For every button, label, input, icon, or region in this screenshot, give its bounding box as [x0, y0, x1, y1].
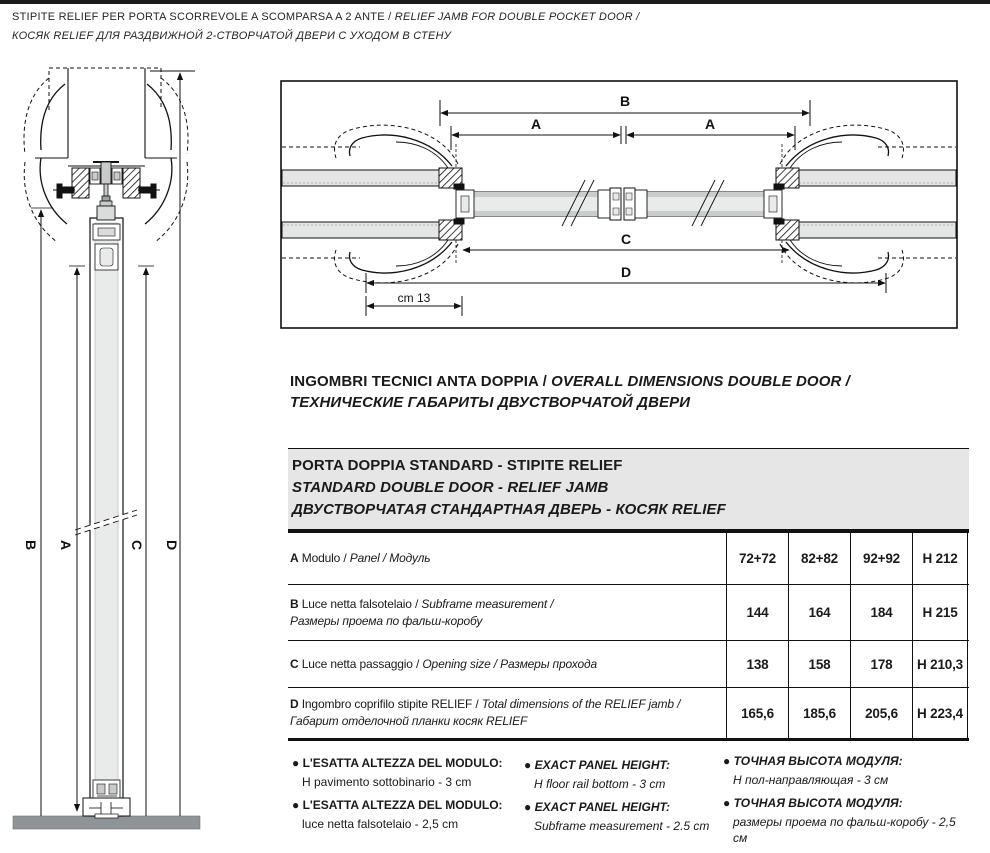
table-rows — [288, 533, 969, 741]
row-a-value-3: 92+92 — [850, 533, 912, 584]
section-heading-english: OVERALL DIMENSIONS DOUBLE DOOR / — [551, 373, 850, 390]
row-a-text-en: Panel / — [349, 551, 390, 565]
dim-label-d-plan: D — [620, 264, 632, 280]
row-b-letter: B — [290, 596, 299, 611]
row-c-value-height: H 210,3 — [912, 641, 968, 687]
note-item — [524, 799, 722, 834]
dim-label-b-vertical: B — [23, 539, 39, 551]
row-d-letter: D — [290, 697, 299, 711]
table-row-b — [288, 584, 969, 640]
row-b-text-it: Luce netta falsotelaio / — [301, 596, 422, 611]
note-text: H pavimento sottobinario - 3 cm — [302, 775, 472, 789]
note-title: ТОЧНАЯ ВЫСОТА МОДУЛЯ: — [733, 754, 903, 768]
page-title — [12, 8, 640, 46]
row-c-value-3: 178 — [850, 641, 912, 687]
section-heading — [290, 371, 850, 413]
bullet-icon: ● — [292, 798, 300, 812]
row-b-description — [288, 585, 726, 640]
dim-label-d-vertical: D — [164, 539, 180, 551]
page-title-english: RELIEF JAMB FOR DOUBLE POCKET DOOR / — [394, 11, 640, 23]
row-c-text-it: Luce netta passaggio / — [301, 656, 423, 671]
table-row-c — [288, 640, 969, 687]
note-title: EXACT PANEL HEIGHT: — [534, 800, 670, 814]
page-title-russian: КОСЯК RELIEF ДЛЯ РАЗДВИЖНОЙ 2-СТВОРЧАТОЙ ДВЕРИ С УХОДОМ В СТЕНУ — [12, 30, 452, 42]
table-title-russian: ДВУСТВОРЧАТАЯ СТАНДАРТНАЯ ДВЕРЬ - КОСЯК RELIEF — [292, 501, 726, 518]
page-title-line1 — [12, 8, 640, 27]
table-title-block — [288, 449, 969, 529]
door-panel-section — [75, 206, 137, 818]
dim-label-a-right-plan: A — [704, 116, 716, 132]
note-text: размеры проема по фальш-коробу - 2,5 см — [733, 815, 956, 845]
row-d-description — [288, 688, 726, 738]
bullet-icon: ● — [524, 800, 532, 814]
note-title: L'ESATTA ALTEZZA DEL MODULO: — [302, 798, 503, 812]
note-item — [292, 755, 520, 790]
bullet-icon: ● — [723, 754, 731, 768]
plan-view-drawing — [280, 80, 965, 330]
row-d-text-it: Ingombro coprifilo stipite RELIEF / — [301, 697, 482, 711]
row-c-letter: C — [290, 656, 299, 671]
row-d-text-ru: Габарит отделочной планки косяк RELIEF — [290, 714, 528, 728]
section-heading-italian: INGOMBRI TECNICI ANTA DOPPIA / — [290, 373, 552, 390]
row-c-text-en: Opening size / — [422, 656, 501, 671]
vertical-section-drawing — [5, 58, 230, 838]
table-title-english: STANDARD DOUBLE DOOR - RELIEF JAMB — [292, 479, 609, 496]
note-text: H floor rail bottom - 3 cm — [534, 777, 666, 791]
bullet-icon: ● — [723, 796, 731, 810]
note-item — [524, 757, 722, 792]
table-row-d — [288, 687, 969, 738]
row-d-value-2: 185,6 — [788, 688, 850, 738]
note-text: H пол-направляющая - 3 см — [733, 773, 889, 787]
row-c-text-ru: Размеры прохода — [500, 656, 598, 671]
row-b-value-2: 164 — [788, 585, 850, 640]
row-a-value-1: 72+72 — [726, 533, 788, 584]
row-a-text-it: Modulo / — [301, 551, 350, 565]
note-title: L'ESATTA ALTEZZA DEL MODULO: — [302, 756, 503, 770]
page-top-rule — [0, 0, 990, 4]
dimensions-table — [288, 448, 969, 741]
row-c-description — [288, 641, 726, 687]
row-b-text-ru: Размеры проема по фальш-коробу — [290, 613, 483, 628]
note-item — [723, 753, 969, 788]
notes-russian — [723, 753, 969, 853]
track-hardware — [53, 162, 160, 206]
note-text: Subframe measurement - 2.5 cm — [534, 819, 710, 833]
row-b-value-1: 144 — [726, 585, 788, 640]
dim-label-c-plan: C — [620, 231, 632, 247]
dim-label-a-vertical: A — [58, 539, 74, 551]
row-c-value-2: 158 — [788, 641, 850, 687]
row-b-text-en: Subframe measurement / — [421, 596, 554, 611]
row-c-value-1: 138 — [726, 641, 788, 687]
notes-english — [524, 757, 722, 841]
row-a-value-height: H 212 — [912, 533, 968, 584]
bullet-icon: ● — [292, 756, 300, 770]
dim-label-a-left-plan: A — [530, 116, 542, 132]
row-a-value-2: 82+82 — [788, 533, 850, 584]
row-a-description — [288, 533, 726, 584]
table-row-a — [288, 533, 969, 584]
bullet-icon: ● — [524, 758, 532, 772]
section-heading-line1 — [290, 371, 850, 392]
row-d-text-en: Total dimensions of the RELIEF jamb / — [481, 697, 681, 711]
table-title-italian: PORTA DOPPIA STANDARD - STIPITE RELIEF — [292, 457, 623, 474]
dim-label-c-vertical: C — [129, 539, 145, 551]
dim-label-b-plan: B — [619, 93, 631, 109]
notes-italian — [292, 755, 520, 839]
note-text: luce netta falsotelaio - 2,5 cm — [302, 817, 459, 831]
note-item — [292, 797, 520, 832]
row-d-value-3: 205,6 — [850, 688, 912, 738]
row-a-letter: A — [290, 551, 299, 565]
row-b-value-3: 184 — [850, 585, 912, 640]
row-a-text-ru: Модуль — [389, 551, 431, 565]
row-d-value-height: H 223,4 — [912, 688, 968, 738]
row-b-value-height: H 215 — [912, 585, 968, 640]
row-d-value-1: 165,6 — [726, 688, 788, 738]
note-title: EXACT PANEL HEIGHT: — [534, 758, 670, 772]
note-title: ТОЧНАЯ ВЫСОТА МОДУЛЯ: — [733, 796, 903, 810]
page-title-italian: STIPITE RELIEF PER PORTA SCORREVOLE A SCOMPARSA A 2 ANTE / — [12, 11, 395, 23]
section-heading-russian: ТЕХНИЧЕСКИЕ ГАБАРИТЫ ДВУСТВОРЧАТОЙ ДВЕРИ — [290, 394, 691, 411]
dim-label-cm13: cm 13 — [397, 291, 431, 305]
note-item — [723, 795, 969, 846]
